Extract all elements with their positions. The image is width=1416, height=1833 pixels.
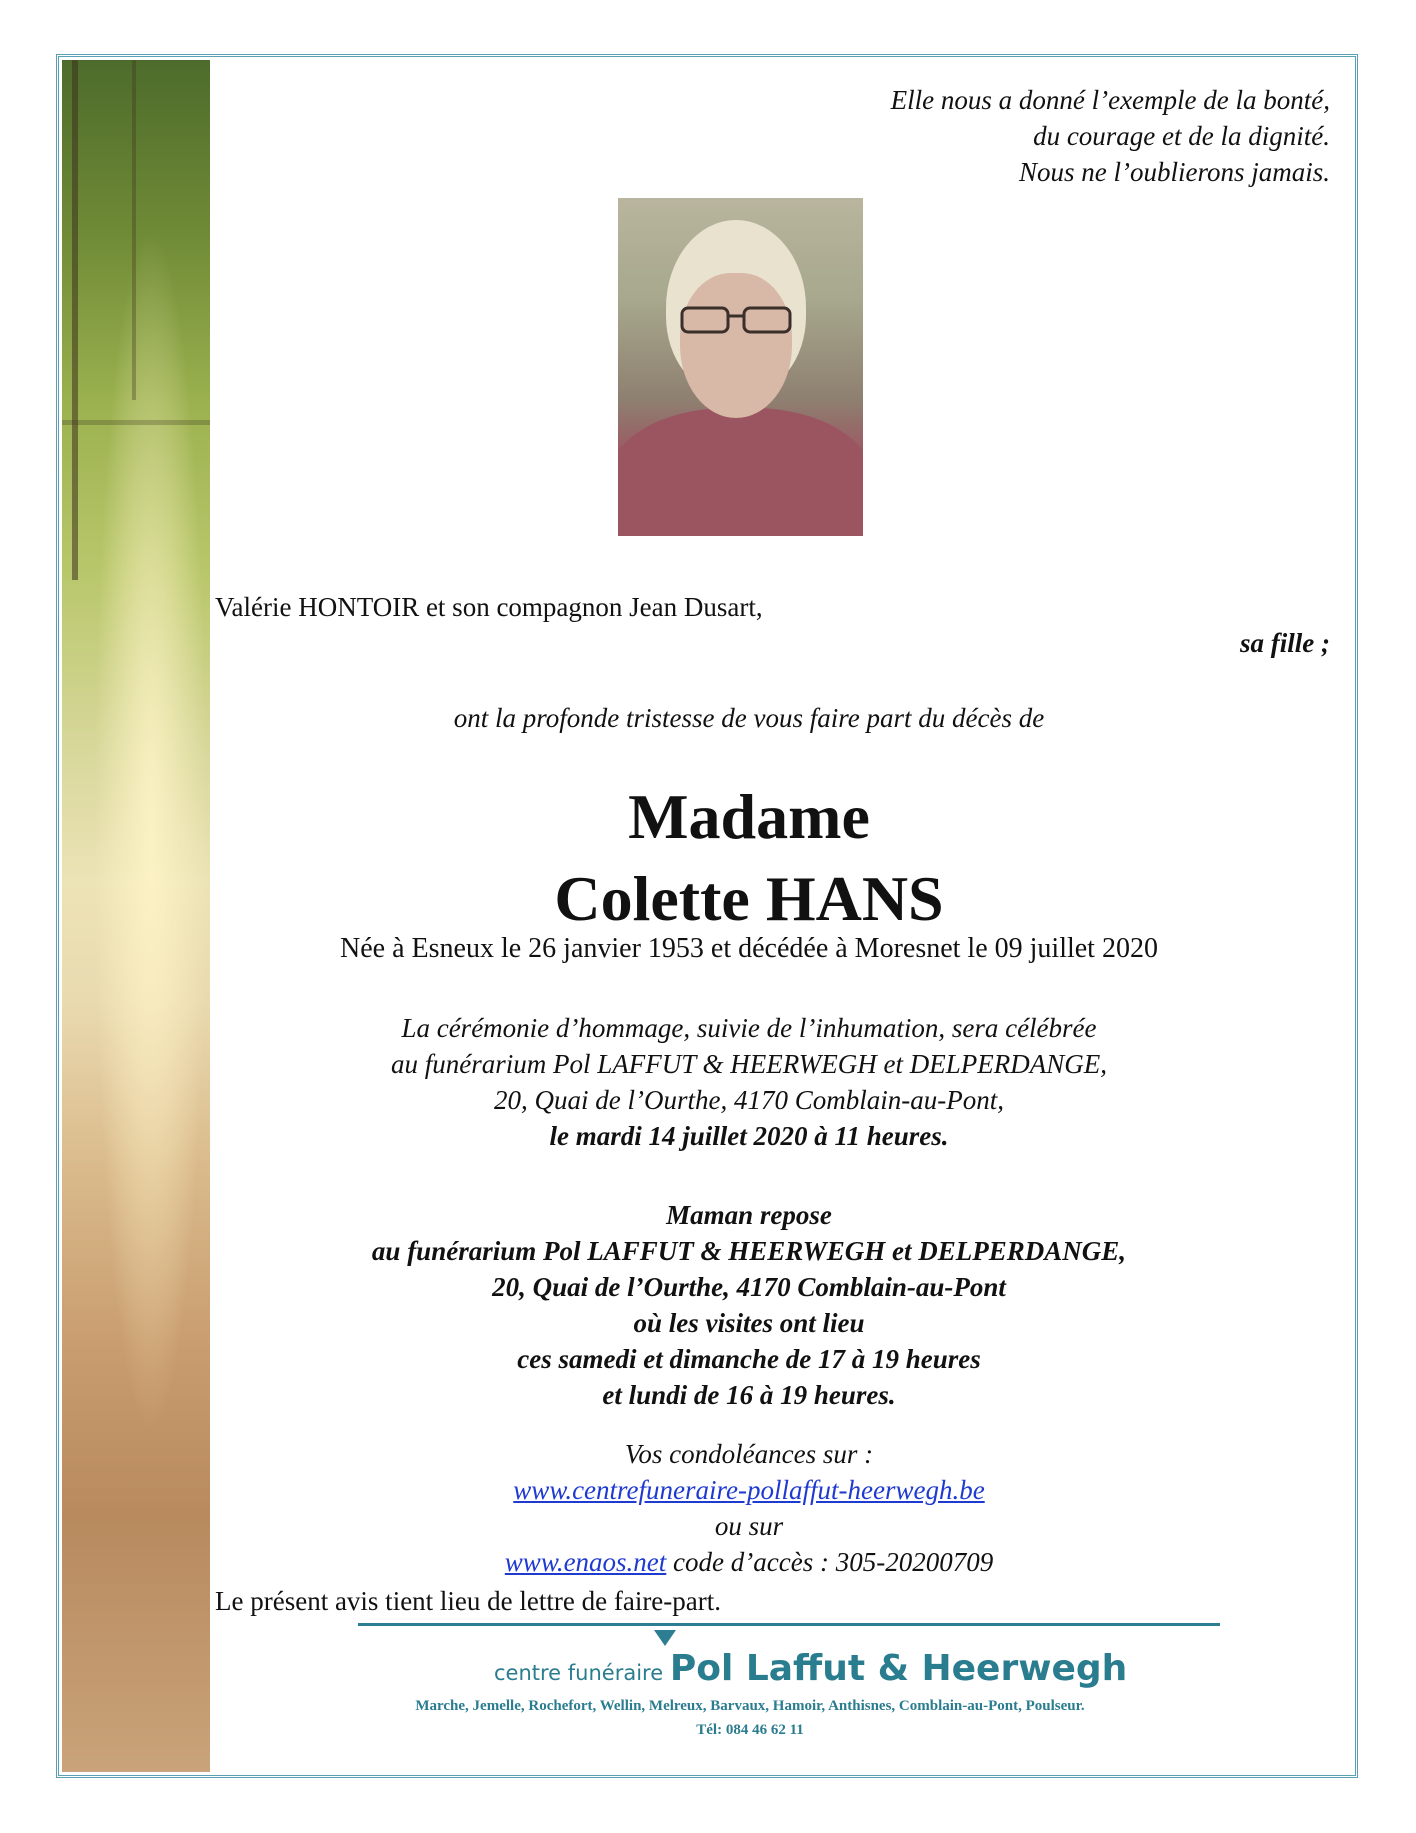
visitation-line: au funérarium Pol LAFFUT & HEERWEGH et DELPERDANGE, [371, 1236, 1127, 1266]
epitaph-quote [891, 82, 1330, 190]
portrait-photo [618, 198, 863, 536]
funeral-home-link[interactable]: www.centrefuneraire-pollaffut-heerwegh.be [513, 1475, 985, 1505]
access-code: code d’accès : 305-20200709 [666, 1547, 994, 1577]
glasses-shape [678, 304, 794, 336]
enaos-link[interactable]: www.enaos.net [504, 1547, 667, 1577]
epitaph-line: du courage et de la dignité. [1033, 121, 1330, 151]
deceased-title: Madame [628, 781, 870, 852]
ceremony-line: La cérémonie d’hommage, suivie de l’inhumation, sera célébrée [401, 1013, 1097, 1043]
notice-text: Le présent avis tient lieu de lettre de faire-part. [215, 1586, 722, 1616]
birth-death-dates: Née à Esneux le 26 janvier 1953 et décédée à Moresnet le 09 juillet 2020 [340, 933, 1158, 964]
announcement-text: ont la profonde tristesse de vous faire part du décès de [453, 703, 1045, 733]
phone-number: Tél: 084 46 62 11 [696, 1722, 804, 1738]
logo-brand: Pol Laffut & Heerwegh [669, 1648, 1128, 1689]
forest-path-image [62, 60, 210, 1772]
visitation-line: et lundi de 16 à 19 heures. [602, 1380, 896, 1410]
visitation-line: où les visites ont lieu [633, 1308, 865, 1338]
epitaph-line: Nous ne l’oublierons jamais. [1018, 157, 1330, 187]
ceremony-line: 20, Quai de l’Ourthe, 4170 Comblain-au-Pont, [494, 1085, 1004, 1115]
family-relation: sa fille ; [1240, 628, 1330, 658]
visitation-line: 20, Quai de l’Ourthe, 4170 Comblain-au-Pont [492, 1272, 1006, 1302]
condolences-intro: Vos condoléances sur : [624, 1439, 874, 1469]
visitation-line: ces samedi et dimanche de 17 à 19 heures [517, 1344, 981, 1374]
family-names: Valérie HONTOIR et son compagnon Jean Dusart, [215, 592, 763, 622]
ceremony-line: au funérarium Pol LAFFUT & HEERWEGH et DELPERDANGE, [391, 1049, 1107, 1079]
footer-divider [358, 1623, 1220, 1626]
ceremony-details [210, 1010, 1288, 1154]
deceased-name: Colette HANS [554, 863, 944, 934]
condolences-section [210, 1436, 1288, 1580]
triangle-marker-icon [654, 1630, 676, 1646]
logo-prefix: centre funéraire [494, 1661, 670, 1685]
epitaph-line: Elle nous a donné l’exemple de la bonté, [890, 85, 1330, 115]
locations-list: Marche, Jemelle, Rochefort, Wellin, Melreux, Barvaux, Hamoir, Anthisnes, Comblain-au-Pont, Poulseur. [415, 1698, 1085, 1714]
ceremony-datetime: le mardi 14 juillet 2020 à 11 heures. [549, 1121, 949, 1151]
visitation-line: Maman repose [666, 1200, 832, 1230]
condolences-or: ou sur [714, 1511, 784, 1541]
visitation-details [210, 1197, 1288, 1413]
funeral-home-logo [494, 1648, 1127, 1689]
